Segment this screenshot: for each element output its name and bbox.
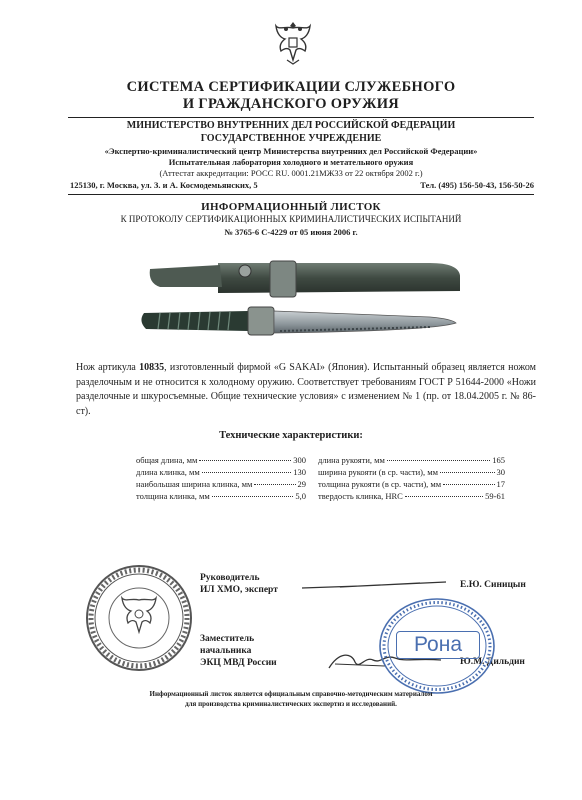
- head-name: Е.Ю. Синицын: [460, 580, 526, 590]
- deputy-role: Заместитель начальника ЭКЦ МВД России: [200, 634, 277, 668]
- system-title: [0, 79, 582, 113]
- footer-note: Информационный листок является официальным справочно-методическим материалом для производства криминалистических экспертиз и исследований.: [149, 690, 433, 708]
- knife-photo: [130, 257, 460, 347]
- official-seal: [85, 564, 193, 672]
- spec-row: ширина рукояти (в ср. части), мм 30: [318, 467, 505, 477]
- head-role: Руководитель ИЛ ХМО, эксперт: [200, 573, 278, 595]
- document-subtitle: К ПРОТОКОЛУ СЕРТИФИКАЦИОННЫХ КРИМИНАЛИСТИЧЕСКИХ ИСПЫТАНИЙ: [120, 214, 462, 224]
- spec-row: длина рукояти, мм 165: [318, 455, 505, 465]
- spec-row: твердость клинка, HRC 59-61: [318, 491, 505, 501]
- address-divider: [68, 194, 534, 195]
- address-line: [70, 180, 534, 190]
- spec-row: длина клинка, мм 130: [136, 467, 306, 477]
- protocol-number: № 3765-6 С-4229 от 05 июня 2006 г.: [224, 227, 358, 237]
- stamp-label: Рона: [396, 631, 480, 659]
- company-stamp: [378, 596, 496, 696]
- description-text: , изготовленный фирмой «G SAKAI» (Япония). Испытанный образец является ножом разделочным и не относится к холодному оружию. Соответствует требованиям ГОСТ Р 51644-2000 «Ножи разделочные и шкуросъемные. Общие технические условия» с изменением № 1 (пр. от 18.04.2005 г. № 86-ст).: [76, 362, 536, 417]
- coat-of-arms-emblem: [273, 18, 313, 68]
- system-title-line2: И ГРАЖДАНСКОГО ОРУЖИЯ: [182, 96, 400, 112]
- header-divider: [68, 117, 534, 118]
- spec-row: толщина клинка, мм 5,0: [136, 491, 306, 501]
- lab-name: Испытательная лаборатория холодного и метательного оружия: [168, 157, 414, 167]
- address: 125130, г. Москва, ул. З. и А. Космодемьянских, 5: [70, 180, 258, 190]
- description-paragraph: [76, 361, 536, 419]
- system-title-line1: СИСТЕМА СЕРТИФИКАЦИИ СЛУЖЕБНОГО: [126, 79, 456, 95]
- spec-row: толщина рукояти (в ср. части), мм 17: [318, 479, 505, 489]
- institution-name: ГОСУДАРСТВЕННОЕ УЧРЕЖДЕНИЕ: [200, 133, 382, 144]
- center-name: «Экспертно-криминалистический центр Министерства внутренних дел Российской Федерации»: [104, 146, 478, 156]
- spec-row: общая длина, мм 300: [136, 455, 306, 465]
- phone: Тел. (495) 156-50-43, 156-50-26: [420, 180, 534, 190]
- sheath: [218, 263, 460, 293]
- deputy-name: Ю.М. Дильдин: [460, 657, 525, 667]
- description-prefix: Нож артикула: [76, 362, 140, 373]
- article-number: 10835: [139, 362, 165, 373]
- specs-title: Технические характеристики:: [219, 430, 363, 441]
- ministry-name: МИНИСТЕРСТВО ВНУТРЕННИХ ДЕЛ РОССИЙСКОЙ ФЕДЕРАЦИИ: [126, 120, 456, 131]
- accreditation: (Аттестат аккредитации: РОСС RU. 0001.21МЖ33 от 22 октября 2002 г.): [159, 168, 423, 178]
- head-signature: [300, 574, 450, 596]
- spec-row: наибольшая ширина клинка, мм 29: [136, 479, 306, 489]
- document-title: ИНФОРМАЦИОННЫЙ ЛИСТОК: [201, 201, 381, 213]
